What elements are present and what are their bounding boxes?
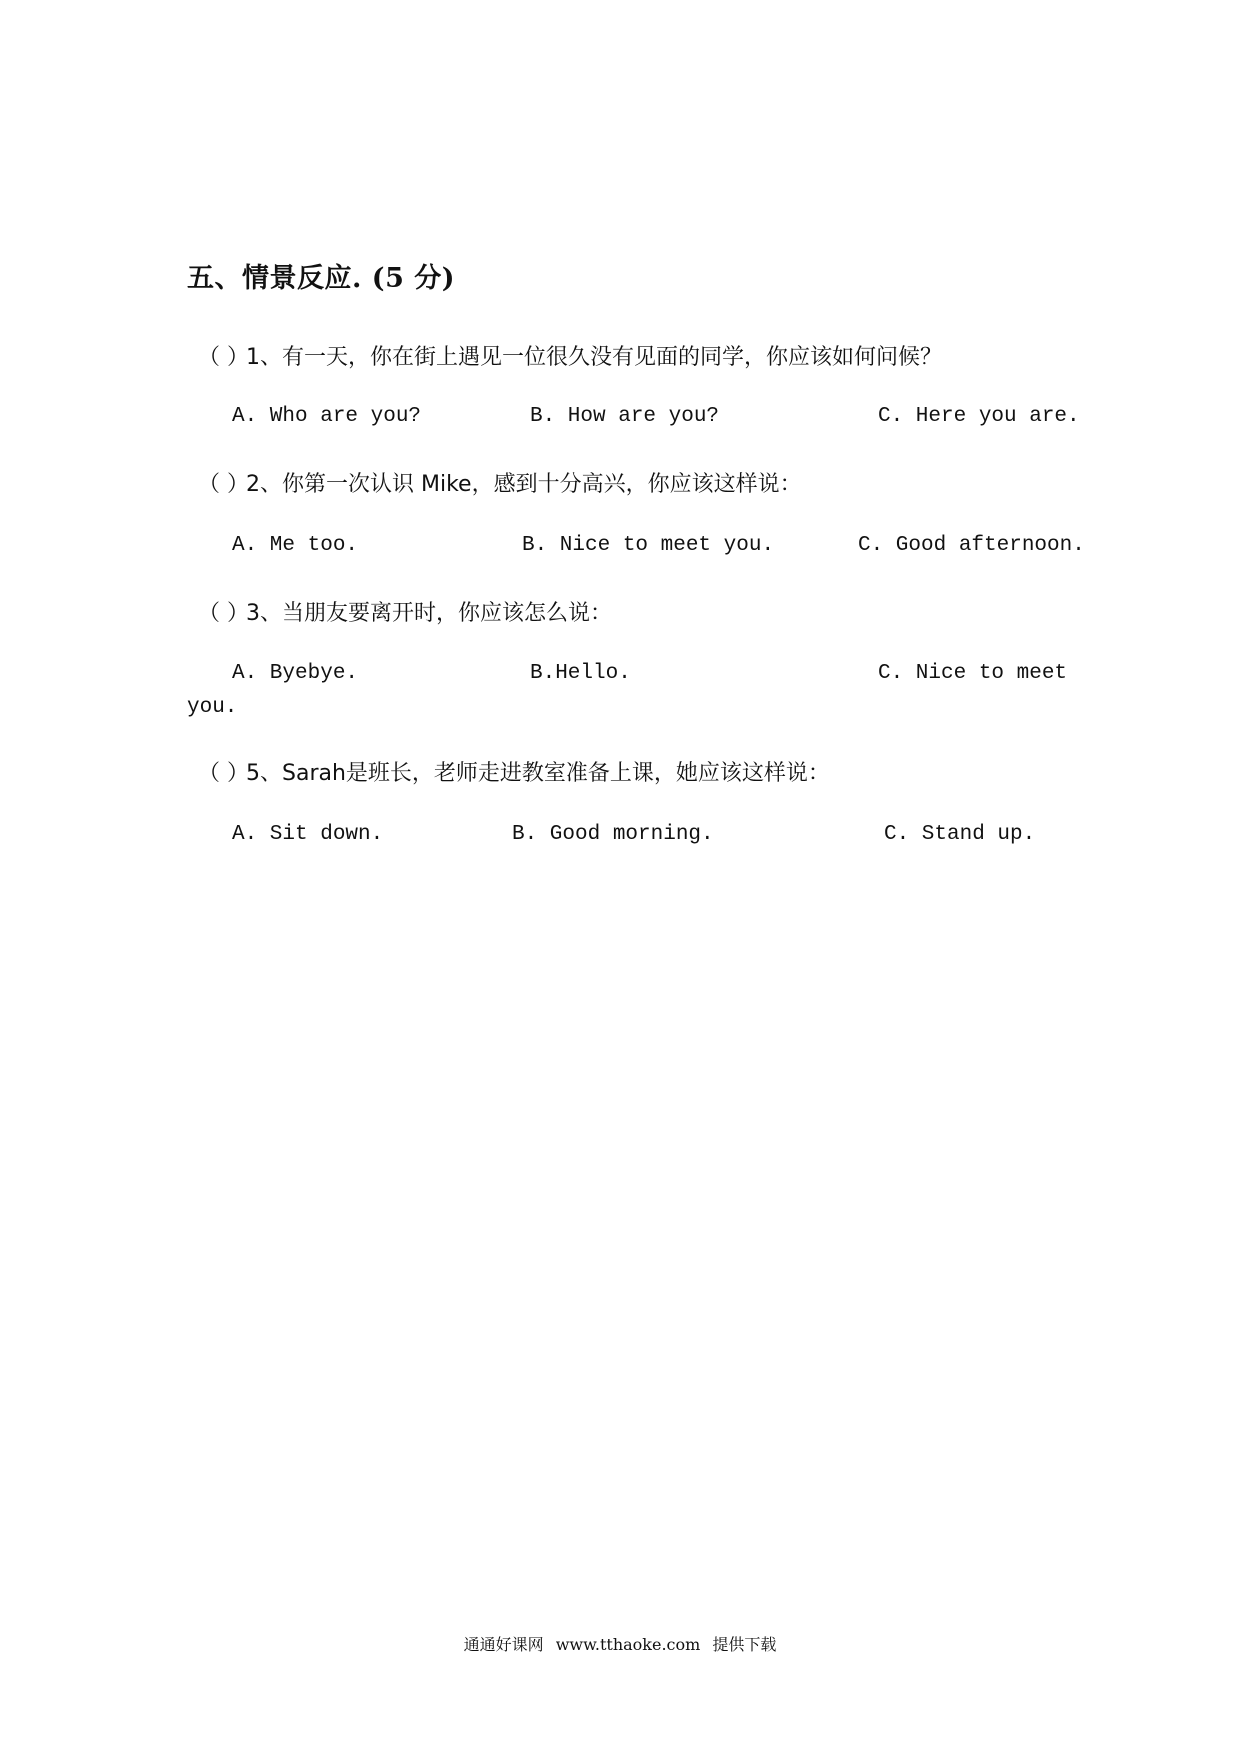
footer-note: 提供下载 — [712, 1635, 777, 1654]
footer-site-name: 通通好课网 — [463, 1635, 544, 1654]
question-1 — [198, 340, 942, 371]
answer-blank[interactable]: （ ） — [198, 345, 249, 370]
question-5 — [198, 756, 830, 787]
option-a: A. Me too. — [232, 534, 359, 557]
page-footer — [0, 1632, 1240, 1655]
question-text: 2、你第一次认识 Mike，感到十分高兴，你应该这样说： — [246, 472, 802, 497]
option-b: B. Good morning. — [512, 823, 714, 846]
option-b: B.Hello. — [530, 662, 631, 685]
question-text: 1、有一天，你在街上遇见一位很久没有见面的同学，你应该如何问候？ — [246, 345, 942, 370]
question-3 — [198, 596, 612, 627]
question-text: 3、当朋友要离开时，你应该怎么说： — [246, 601, 612, 626]
question-2 — [198, 467, 802, 498]
option-c: C. Stand up. — [884, 823, 1036, 846]
option-a: A. Who are you? — [232, 405, 422, 428]
answer-blank[interactable]: （ ） — [198, 472, 249, 497]
option-c: C. Here you are. — [878, 405, 1080, 428]
section-heading: 五、情景反应. (5 分) — [187, 263, 456, 294]
footer-url[interactable]: www.tthaoke.com — [555, 1635, 701, 1654]
answer-blank[interactable]: （ ） — [198, 761, 249, 786]
option-b: B. Nice to meet you. — [522, 534, 775, 557]
answer-blank[interactable]: （ ） — [198, 601, 249, 626]
option-c: C. Good afternoon. — [858, 534, 1085, 557]
option-a: A. Sit down. — [232, 823, 384, 846]
option-a: A. Byebye. — [232, 662, 359, 685]
option-c-continuation: you. — [187, 696, 238, 719]
option-b: B. How are you? — [530, 405, 720, 428]
option-c: C. Nice to meet — [878, 662, 1068, 685]
question-text: 5、Sarah是班长，老师走进教室准备上课，她应该这样说： — [246, 761, 830, 786]
